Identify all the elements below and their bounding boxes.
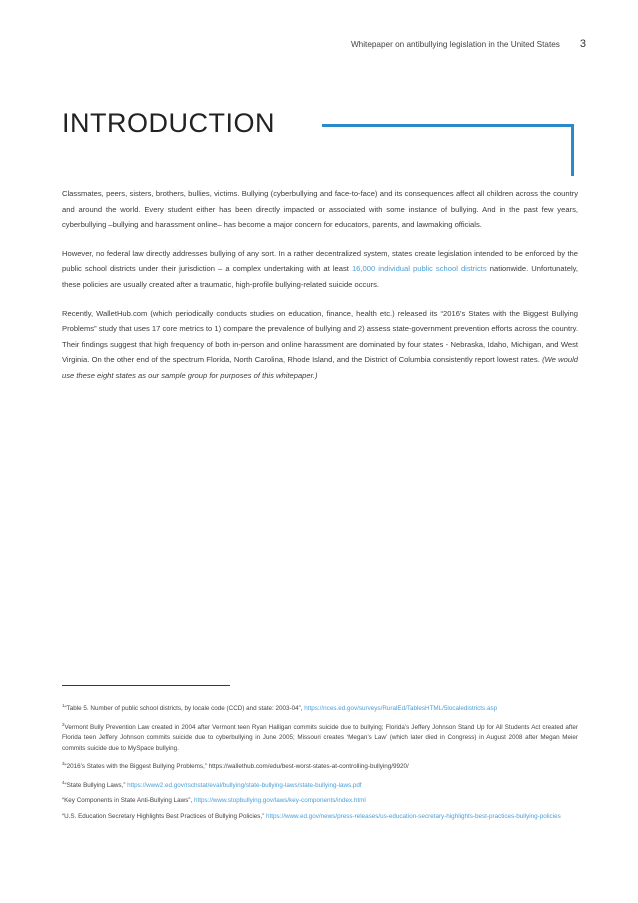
- paragraph-1: Classmates, peers, sisters, brothers, bullies, victims. Bullying (cyberbullying and face-to-face) and its consequences affect all children across the country and around the world. Every student either has been directly impacted or associated with some instance of bullying. And in the past few years, cyberbullying –bullying and harassment online– has become a major concern for educators, parents, and lawmaking officials.: [62, 189, 578, 230]
- title-accent-rule: [322, 124, 574, 176]
- running-header: [351, 38, 586, 50]
- page-number: 3: [579, 38, 586, 50]
- footnotes: [62, 701, 578, 827]
- running-title: Whitepaper on antibullying legislation in the United States: [350, 40, 560, 49]
- paragraph-3: [62, 306, 578, 384]
- footnote-link[interactable]: https://www2.ed.gov/rschstat/eval/bullying/state-bullying-laws/state-bullying-laws.pdf: [127, 781, 362, 789]
- footnote-6: [62, 812, 578, 823]
- footnote-text: “Table 5. Number of public school districts, by locale code (CCD) and state: 2003-04”,: [64, 705, 305, 712]
- footnote-link[interactable]: https://www.ed.gov/news/press-releases/us-education-secretary-highlights-best-practices-bullying-policies: [266, 812, 561, 820]
- footnote-link[interactable]: https://nces.ed.gov/surveys/RuralEd/TablesHTML/5localedistricts.asp: [304, 705, 498, 712]
- body-text: [62, 186, 578, 397]
- footnote-mark: 2: [62, 721, 65, 727]
- footnote-link[interactable]: https://www.stopbullying.gov/laws/key-components/index.html: [193, 797, 366, 804]
- footnote-text: “U.S. Education Secretary Highlights Best Practices of Bullying Policies,”: [62, 812, 267, 820]
- footnote-text: “State Bullying Laws,”: [64, 781, 128, 789]
- footnote-mark: 1: [62, 703, 65, 708]
- school-districts-link[interactable]: 16,000 individual public school districts: [351, 264, 487, 274]
- footnote-divider: [62, 685, 230, 686]
- footnote-1: [62, 701, 578, 715]
- footnote-mark: 3: [62, 761, 65, 766]
- paragraph-3-text: Recently, WalletHub.com (which periodically conducts studies on education, finance, health etc.) released its “2016’s States with the Biggest Bullying Problems” study that uses 17 core metrics to 1) compare the prevalence of bullying and 2) assess state-government prevention efforts across the country. Their findings suggest that high frequency of both in-person and online harassment are dominated by four states - Nebraska, Idaho, Michigan, and West Virginia. On the other end of the spectrum Florida, North Carolina, Rhode Island, and the District of Columbia consistently report lowest rates.: [62, 308, 578, 365]
- footnote-5: [62, 796, 578, 807]
- paragraph-2-text-b: nationwide. Unfortunately, these policies are usually created after a traumatic, high-profile bullying-related suicide occurs.: [62, 264, 578, 289]
- paragraph-3-italic-note: (We would use these eight states as our sample group for purposes of this whitepaper.): [62, 355, 579, 380]
- footnote-3: [62, 759, 578, 773]
- footnote-mark: 4: [62, 779, 65, 785]
- footnote-text: “Key Components in State Anti-Bullying Laws”,: [62, 797, 194, 804]
- section-title: INTRODUCTION: [62, 108, 275, 138]
- footnote-text: Vermont Bully Prevention Law created in 2004 after Vermont teen Ryan Halligan commits suicide due to bullying; Florida’s Jeffery Johnson Stand Up for All Students Act created after Florida teen Jeffery Johnson commits suicide due to cyberbullying in June 2005; Missouri creates ‘Megan’s Law’ (which later died in Congress) in August 2008 after Megan Meier commits suicide due to MySpace bullying.: [62, 723, 578, 752]
- paragraph-2: [62, 246, 578, 293]
- footnote-text: “2016’s States with the Biggest Bullying Problems,” https://wallethub.com/edu/best-worst-states-at-controlling-bullying/9920/: [64, 763, 409, 770]
- footnote-2: [62, 720, 578, 755]
- footnote-4: [62, 778, 578, 792]
- paragraph-2-text-a: However, no federal law directly addresses bullying of any sort. In a rather decentralized system, states create legislation intended to be enforced by the public school districts under their jurisdiction – a complex undertaking with at least: [62, 248, 578, 274]
